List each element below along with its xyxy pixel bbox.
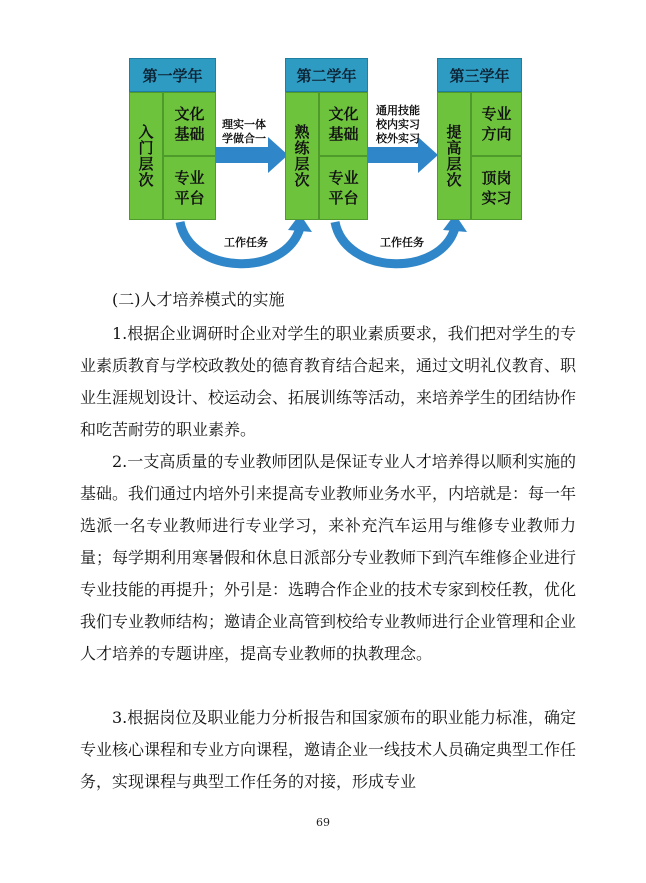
year1-level xyxy=(129,92,163,220)
year1-level-text: 入门层次 xyxy=(136,124,155,188)
year2-level-text: 熟练层次 xyxy=(292,124,311,188)
curve1-label: 工作任务 xyxy=(224,236,268,249)
year1-top-cell: 文化基础 xyxy=(163,92,216,156)
year3-level-text: 提高层次 xyxy=(444,124,463,188)
year3-level xyxy=(437,92,471,220)
year2-level xyxy=(285,92,319,220)
year1-bottom-cell: 专业平台 xyxy=(163,156,216,220)
year2-header: 第二学年 xyxy=(285,58,368,92)
page-number: 69 xyxy=(316,816,330,829)
training-model-diagram xyxy=(0,0,646,290)
section-heading: (二)人才培养模式的实施 xyxy=(112,290,285,309)
arrow2-label: 通用技能 校内实习 校外实习 xyxy=(376,104,420,145)
year2-top-cell: 文化基础 xyxy=(319,92,368,156)
year3-top-cell: 专业方向 xyxy=(471,92,522,156)
paragraph-3: 3.根据岗位及职业能力分析报告和国家颁布的职业能力标准，确定专业核心课程和专业方向课程，邀请企业一线技术人员确定典型工作任务，实现课程与典型工作任务的对接，形成专业 xyxy=(80,708,577,791)
year3-header: 第三学年 xyxy=(437,58,522,92)
arrow1-label: 理实一体 学做合一 xyxy=(222,118,266,145)
year3-bottom-cell: 顶岗实习 xyxy=(471,156,522,220)
year2-bottom-cell: 专业平台 xyxy=(319,156,368,220)
paragraph-2: 2.一支高质量的专业教师团队是保证专业人才培养得以顺利实施的基础。我们通过内培外引来提高专业教师业务水平，内培就是：每一年选派一名专业教师进行专业学习，来补充汽车运用与维修专业教师力量；每学期利用寒暑假和休息日派部分专业教师下到汽车维修企业进行专业技能的再提升；外引是：选聘合作企业的技术专家到校任教，优化我们专业教师结构；邀请企业高管到校给专业教师进行企业管理和企业人才培养的专题讲座，提高专业教师的执教理念。 xyxy=(80,452,577,663)
year1-header: 第一学年 xyxy=(129,58,216,92)
curve2-label: 工作任务 xyxy=(380,236,424,249)
paragraph-1: 1.根据企业调研时企业对学生的职业素质要求，我们把对学生的专业素质教育与学校政教处的德育教育结合起来，通过文明礼仪教育、职业生涯规划设计、校运动会、拓展训练等活动，来培养学生的团结协作和吃苦耐劳的职业素养。 xyxy=(80,324,577,439)
